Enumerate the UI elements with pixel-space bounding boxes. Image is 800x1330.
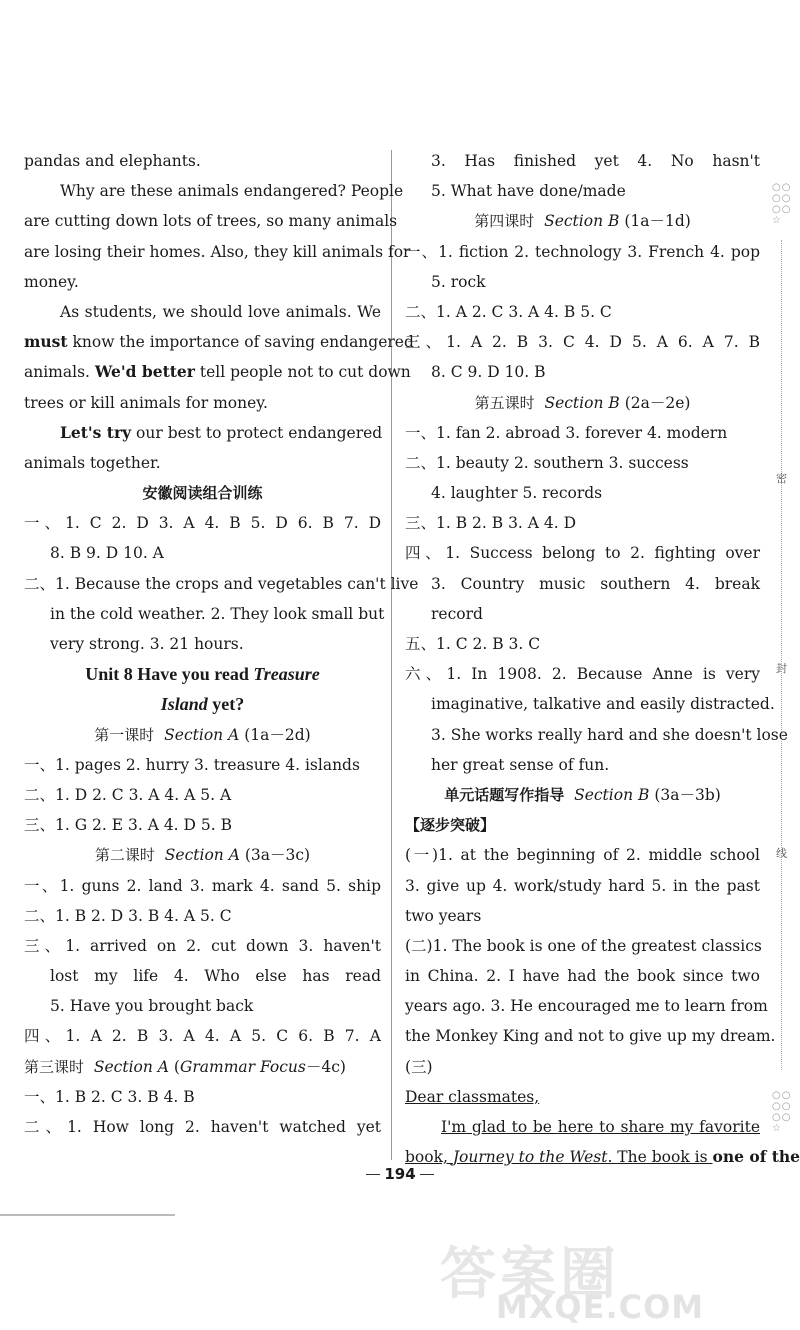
answer-line: 六、1. In 1908. 2. Because Anne is very: [405, 665, 760, 684]
left-column: [24, 146, 419, 1142]
answer-line: 三、1. G 2. E 3. A 4. D 5. B: [24, 816, 232, 835]
answer-line: (一)1. at the beginning of 2. middle school: [405, 846, 760, 865]
text-line: money.: [24, 272, 79, 291]
answer-line: 二、1. D 2. C 3. A 4. A 5. A: [24, 785, 232, 804]
text-line: animals. We'd better tell people not to cut down: [24, 362, 411, 382]
text-line: pandas and elephants.: [24, 152, 201, 170]
right-column: [405, 146, 800, 1172]
margin-circles-top: ○○ ○○ ○○ ☆: [772, 182, 792, 226]
lesson-heading: 第一课时 Section A (1a－2d): [94, 725, 311, 744]
answer-line: (三): [405, 1057, 433, 1076]
answer-line: her great sense of fun.: [431, 755, 610, 774]
answer-line: in China. 2. I have had the book since two: [405, 967, 760, 986]
answer-line: the Monkey King and not to give up my dream.: [405, 1027, 776, 1046]
answer-line: years ago. 3. He encouraged me to learn from: [405, 997, 768, 1016]
answer-line: record: [431, 604, 483, 623]
margin-circles-bottom: ○○ ○○ ○○ ☆: [772, 1090, 792, 1134]
bold-phrase: We'd better: [94, 362, 195, 382]
text-line: As students, we should love animals. We: [60, 302, 381, 321]
answer-line: two years: [405, 906, 482, 925]
text-line: are cutting down lots of trees, so many animals: [24, 212, 398, 231]
answer-line: very strong. 3. 21 hours.: [50, 635, 244, 653]
text-line: must know the importance of saving endangered: [24, 332, 414, 352]
answer-line: imaginative, talkative and easily distracted.: [431, 695, 775, 714]
answer-line: 3. Has finished yet 4. No hasn't: [431, 152, 760, 170]
answer-line: 一、1. fiction 2. technology 3. French 4. pop: [405, 242, 760, 261]
watermark: [420, 1230, 780, 1325]
answer-line: 一、1. C 2. D 3. A 4. B 5. D 6. B 7. D: [24, 514, 381, 533]
page-number: 194: [340, 1165, 460, 1183]
lesson-heading: 第四课时 Section B (1a－1d): [474, 212, 691, 231]
bold-phrase: one of the: [712, 1147, 800, 1167]
essay-line: I'm glad to be here to share my favorite: [441, 1118, 760, 1136]
sub-heading: 【逐步突破】: [405, 816, 496, 835]
essay-line: book, Journey to the West. The book is one of the: [405, 1147, 800, 1167]
unit-title: Unit 8 Have you read Treasure: [85, 664, 320, 685]
text-line: Why are these animals endangered? People: [60, 182, 404, 201]
footer-rule: [0, 1214, 175, 1216]
margin-char-xian: 线: [776, 847, 787, 860]
answer-line: 二、1. How long 2. haven't watched yet: [24, 1118, 381, 1136]
bold-phrase: Let's try: [60, 422, 132, 442]
answer-line: 一、1. guns 2. land 3. mark 4. sand 5. ship: [24, 876, 381, 895]
section-heading: 安徽阅读组合训练: [142, 484, 263, 503]
answer-line: 二、1. Because the crops and vegetables can't live: [24, 574, 419, 593]
watermark-url: MXQE.COM: [495, 1288, 705, 1326]
answer-line: 三、1. A 2. B 3. C 4. D 5. A 6. A 7. B: [405, 333, 760, 352]
lesson-heading: 第五课时 Section B (2a－2e): [474, 393, 691, 412]
bold-phrase: must: [24, 332, 68, 352]
answer-line: in the cold weather. 2. They look small but: [50, 604, 385, 623]
answer-line: 一、1. fan 2. abroad 3. forever 4. modern: [405, 423, 728, 442]
text-line: are losing their homes. Also, they kill animals for: [24, 242, 411, 261]
essay-greeting: Dear classmates,: [405, 1087, 540, 1106]
watermark-logo: 答案圈: [440, 1242, 620, 1307]
answer-line: 8. C 9. D 10. B: [431, 363, 546, 382]
text-line: Let's try our best to protect endangered: [60, 422, 383, 442]
text-line: trees or kill animals for money.: [24, 393, 268, 412]
answer-line: 一、1. B 2. C 3. B 4. B: [24, 1087, 195, 1106]
lesson-heading: 单元话题写作指导 Section B (3a－3b): [444, 785, 721, 804]
answer-line: 三、1. arrived on 2. cut down 3. haven't: [24, 936, 381, 955]
answer-line: 三、1. B 2. B 3. A 4. D: [405, 514, 577, 533]
lesson-heading: 第三课时 Section A (Grammar Focus－4c): [24, 1057, 346, 1076]
lesson-heading: 第二课时 Section A (3a－3c): [94, 846, 311, 865]
answer-line: 二、1. A 2. C 3. A 4. B 5. C: [405, 302, 612, 321]
answer-line: 二、1. beauty 2. southern 3. success: [405, 453, 689, 472]
answer-line: 四、1. Success belong to 2. fighting over: [405, 544, 760, 563]
answer-line: 一、1. pages 2. hurry 3. treasure 4. islands: [24, 755, 360, 774]
answer-line: 3. She works really hard and she doesn't lose: [431, 725, 788, 744]
unit-title: Island yet?: [160, 694, 245, 715]
answer-line: 8. B 9. D 10. A: [50, 544, 164, 563]
answer-line: 二、1. B 2. D 3. B 4. A 5. C: [24, 906, 232, 925]
answer-line: 5. rock: [431, 272, 486, 291]
answer-line: 4. laughter 5. records: [431, 484, 603, 503]
answer-line: 五、1. C 2. B 3. C: [405, 635, 541, 653]
answer-line: (二)1. The book is one of the greatest classics: [405, 936, 762, 955]
answer-line: 四、1. A 2. B 3. A 4. A 5. C 6. B 7. A: [24, 1027, 381, 1046]
answer-line: 3. give up 4. work/study hard 5. in the past: [405, 876, 760, 895]
answer-line: 5. What have done/made: [431, 182, 626, 201]
margin-char-feng: 封: [776, 662, 787, 675]
binding-line: [781, 240, 783, 1070]
margin-char-mi: 密: [776, 472, 787, 485]
column-divider: [391, 150, 392, 1160]
answer-line: lost my life 4. Who else has read: [50, 967, 381, 986]
text-line: animals together.: [24, 453, 161, 472]
answer-line: 3. Country music southern 4. break: [431, 574, 760, 593]
answer-line: 5. Have you brought back: [50, 997, 254, 1016]
